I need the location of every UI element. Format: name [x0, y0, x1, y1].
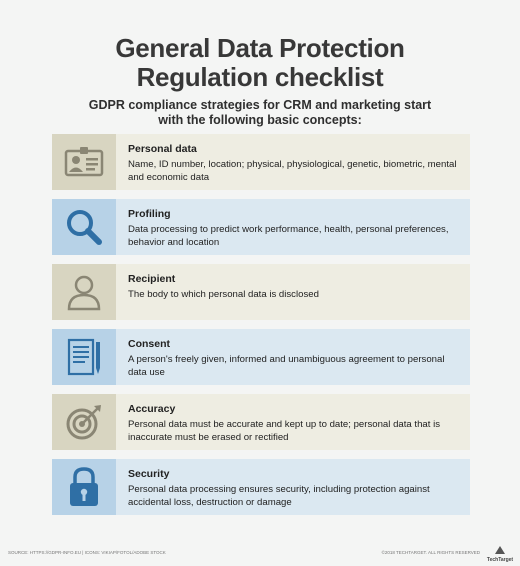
item-heading: Accuracy	[128, 403, 176, 415]
source-credit: SOURCE: HTTPS://GDPR-INFO.EU | ICONS: VIKIAP/FOTOL/ADOBE STOCK	[8, 550, 166, 555]
checklist-item-accuracy	[52, 394, 470, 450]
subtitle-line-1: GDPR compliance strategies for CRM and marketing start	[88, 98, 432, 112]
icon-box	[52, 199, 116, 255]
document-pen-icon	[64, 337, 104, 377]
item-description: A person's freely given, informed and unambiguous agreement to personal data use	[128, 354, 445, 378]
padlock-icon	[66, 466, 102, 508]
icon-box	[52, 329, 116, 385]
checklist-item-consent	[52, 329, 470, 385]
copyright-notice: ©2018 TECHTARGET. ALL RIGHTS RESERVED	[381, 550, 480, 555]
item-heading: Recipient	[128, 273, 176, 285]
title-line-1: General Data Protection	[115, 33, 405, 63]
id-card-icon	[64, 145, 104, 179]
item-description: Personal data processing ensures security, including protection against accidental loss, destruction or damage	[128, 484, 430, 508]
brand-mark-icon	[494, 545, 506, 555]
item-heading: Profiling	[128, 208, 171, 220]
item-description: The body to which personal data is disclosed	[128, 289, 319, 300]
checklist-item-security	[52, 459, 470, 515]
target-icon	[64, 402, 104, 442]
icon-box	[52, 134, 116, 190]
icon-box	[52, 459, 116, 515]
title-line-2: Regulation checklist	[136, 62, 384, 92]
item-description: Personal data must be accurate and kept up to date; personal data that is inaccurate must be erased or rectified	[128, 419, 440, 443]
item-heading: Personal data	[128, 143, 197, 155]
icon-box	[52, 264, 116, 320]
person-icon	[66, 273, 102, 311]
item-heading: Security	[128, 468, 170, 480]
icon-box	[52, 394, 116, 450]
magnifier-icon	[64, 207, 104, 247]
page-subtitle	[0, 98, 520, 128]
brand-logo	[486, 545, 514, 563]
subtitle-line-2: with the following basic concepts:	[158, 113, 362, 127]
checklist-item-recipient	[52, 264, 470, 320]
checklist-item-personal-data	[52, 134, 470, 190]
item-description: Data processing to predict work performance, health, personal preferences, behavior and location	[128, 224, 449, 248]
item-description: Name, ID number, location; physical, physiological, genetic, biometric, mental and economic data	[128, 159, 457, 183]
brand-name: TechTarget	[486, 557, 514, 563]
item-heading: Consent	[128, 338, 170, 350]
checklist-item-profiling	[52, 199, 470, 255]
page-title	[0, 34, 520, 92]
